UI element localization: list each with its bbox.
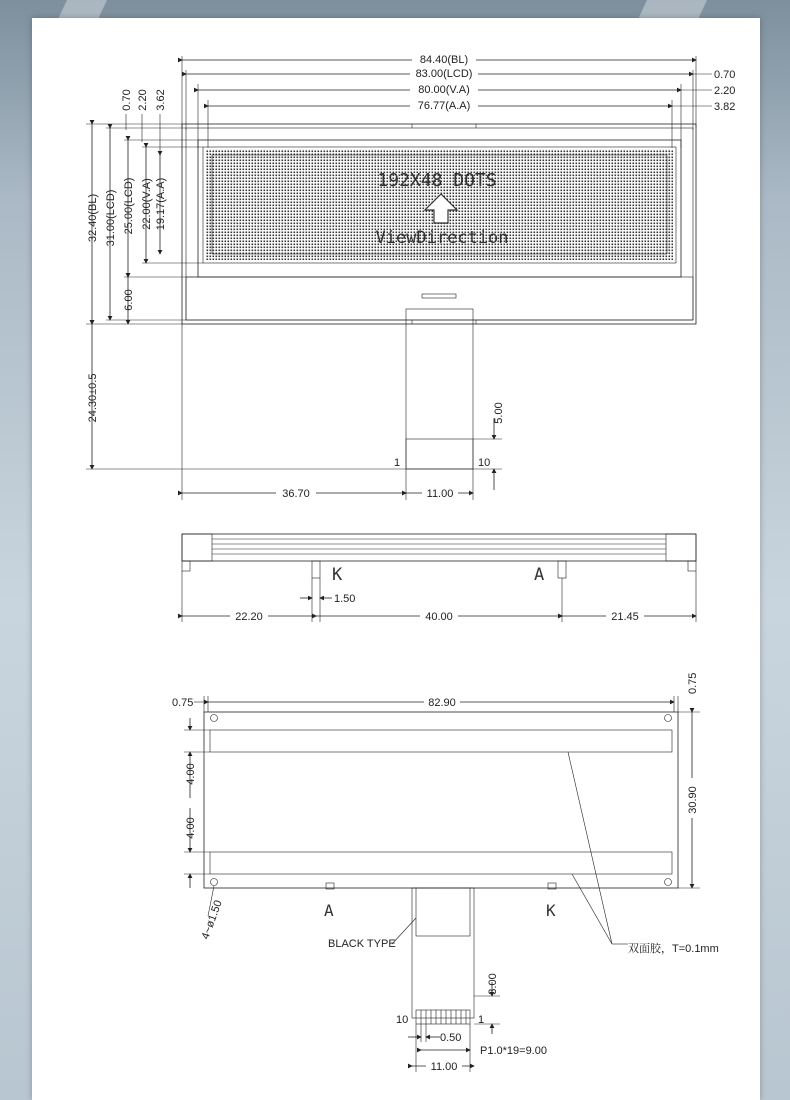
pin-k-label: K bbox=[332, 565, 343, 585]
dim-fpc-length: 24.30±0.5 bbox=[87, 373, 99, 423]
dim-finger-pitch: P1.0*19=9.00 bbox=[480, 1045, 547, 1057]
mount-hole-icon bbox=[665, 879, 672, 886]
dim-fpc-pad-height: 5.00 bbox=[493, 402, 505, 424]
pin-a-label: A bbox=[534, 565, 545, 585]
dim-pin-width: 1.50 bbox=[334, 593, 356, 605]
view-direction-label: ViewDirection bbox=[375, 228, 509, 248]
pin-last-label: 10 bbox=[478, 457, 491, 469]
dim-height-ledge: 6.00 bbox=[123, 289, 135, 311]
back-view bbox=[172, 673, 719, 1073]
dim-width-bl: 84.40(BL) bbox=[419, 54, 469, 66]
black-type-label: BLACK TYPE bbox=[328, 938, 396, 950]
dim-back-width: 82.90 bbox=[428, 697, 456, 709]
side-body bbox=[182, 534, 696, 561]
pin-a bbox=[558, 561, 566, 578]
dim-offset-right-aa: 3.82 bbox=[714, 101, 736, 113]
fpc-cable bbox=[406, 309, 473, 469]
dim-offset-left-aa: 3.62 bbox=[155, 89, 167, 111]
fpc-connector-pads bbox=[406, 439, 473, 469]
mount-hole-icon bbox=[211, 715, 218, 722]
dim-width-va: 80.00(V.A) bbox=[418, 84, 470, 96]
dim-back-left-margin: 0.75 bbox=[172, 697, 194, 709]
dim-back-fpc-width: 11.00 bbox=[430, 1061, 458, 1073]
dim-width-lcd: 83.00(LCD) bbox=[415, 68, 473, 80]
pin-first-label: 1 bbox=[394, 457, 401, 469]
fpc-gold-fingers bbox=[416, 1010, 470, 1024]
drawing-sheet bbox=[32, 18, 760, 1100]
lcd-mechanical-drawing bbox=[32, 18, 760, 1100]
dim-side-left: 22.20 bbox=[235, 611, 263, 623]
mount-holes-label: 4~ø1.50 bbox=[199, 898, 225, 942]
dim-back-height: 30.90 bbox=[687, 786, 699, 814]
dim-fpc-left-offset: 36.70 bbox=[282, 488, 310, 500]
glass-ledge bbox=[186, 277, 693, 320]
back-outline bbox=[204, 712, 678, 888]
dim-height-aa2: 19.17(A.A) bbox=[155, 177, 167, 231]
back-pin-first-label: 10 bbox=[396, 1014, 409, 1026]
adhesive-tape-bottom bbox=[210, 852, 672, 874]
back-pin-a-label: A bbox=[324, 901, 334, 920]
dim-back-right-margin: 0.75 bbox=[687, 672, 699, 694]
mount-hole-icon bbox=[665, 715, 672, 722]
back-fpc-stiffener bbox=[416, 888, 470, 936]
top-view bbox=[86, 52, 735, 500]
dim-offset-left-va: 2.20 bbox=[137, 89, 149, 111]
dim-fpc-width: 11.00 bbox=[426, 488, 454, 500]
dim-height-va: 25.00(LCD) bbox=[123, 177, 135, 235]
back-fpc bbox=[412, 888, 474, 1018]
dim-height-lcd: 31.00(LCD) bbox=[105, 189, 117, 247]
dim-height-bl: 32.40(BL) bbox=[87, 193, 99, 243]
back-pin-last-label: 1 bbox=[478, 1014, 485, 1026]
back-pin-k-label: K bbox=[546, 901, 556, 920]
dim-offset-left-bl: 0.70 bbox=[121, 89, 133, 111]
dim-side-right: 21.45 bbox=[611, 611, 639, 623]
dim-tape-top-height: 4.00 bbox=[185, 763, 197, 785]
mount-hole-icon bbox=[211, 879, 218, 886]
side-view bbox=[182, 534, 696, 623]
adhesive-tape-top bbox=[210, 730, 672, 752]
dim-finger-width: 0.50 bbox=[440, 1032, 462, 1044]
dim-offset-right-va: 2.20 bbox=[714, 85, 736, 97]
dim-offset-right-bl: 0.70 bbox=[714, 69, 736, 81]
adhesive-note: 双面胶，T=0.1mm bbox=[628, 943, 719, 955]
dim-width-aa: 76.77(A.A) bbox=[417, 100, 471, 112]
dim-height-aa: 22.00(V.A) bbox=[141, 178, 153, 230]
dim-tape-bottom-height: 4.00 bbox=[185, 817, 197, 839]
pin-k bbox=[312, 561, 320, 578]
dim-pin-pitch: 40.00 bbox=[425, 611, 453, 623]
display-resolution-label: 192X48 DOTS bbox=[377, 170, 497, 191]
dim-finger-height: 3.00 bbox=[487, 973, 499, 995]
